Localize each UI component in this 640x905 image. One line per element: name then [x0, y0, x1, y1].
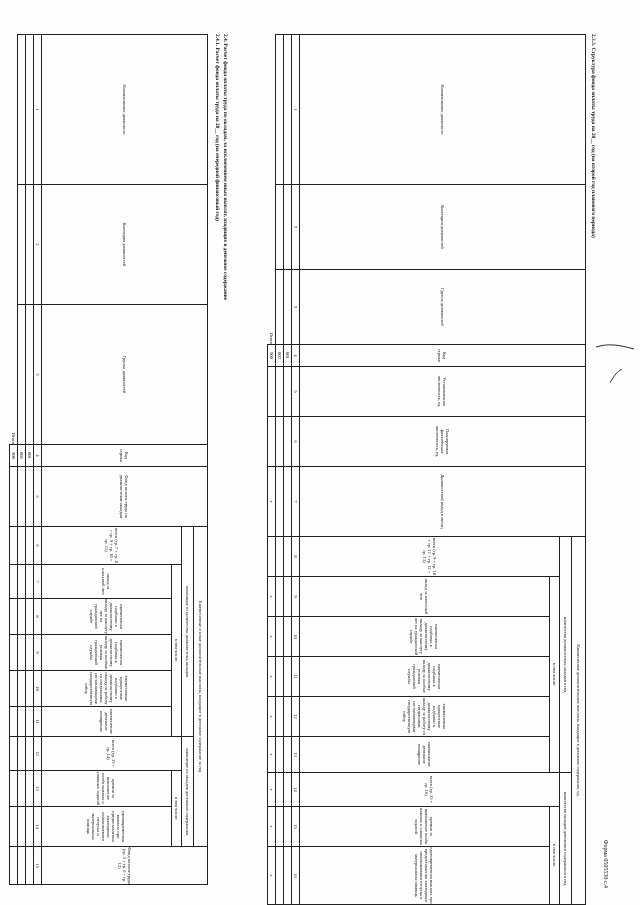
s1-num-2: 2: [292, 185, 300, 270]
pen-mark-scribble: [590, 335, 638, 395]
s1-num-12: 12: [292, 697, 300, 737]
s1-total-label: Итого: [268, 35, 276, 345]
total-row: [268, 35, 276, 905]
s2-num-10: 10: [34, 671, 42, 707]
s2-hdr-c8: ежемесячная надбавка к должностному окладу за выслугу лет на гражданской службе: [42, 599, 172, 635]
s2-num-7: 7: [34, 565, 42, 599]
s1-hdr-group-extra: Ежемесячные дополнительные выплаты, входящие в денежное содержание, ед.: [572, 537, 586, 905]
s1-hdr-category: Категория должностей: [300, 185, 586, 270]
s2-num-12: 12: [34, 737, 42, 771]
s2-hdr-total-left: всего (гр. 7 + гр. 8 + гр. 9 + гр. 10 + гр. 11): [42, 527, 182, 565]
s2-num-8: 8: [34, 599, 42, 635]
s2-hdr-in-number-left: в том числе:: [172, 565, 182, 737]
s1-hdr-position: Наименование должности: [300, 35, 586, 185]
form-reference: Форма 0505530 с.4: [602, 839, 608, 888]
s1-hdr-actual: Планируемая фактическая численность, ед.: [300, 417, 586, 467]
s1-hdr-sub-left: количество должностных окладов в год: [560, 537, 572, 773]
s2-num-15: 15: [34, 847, 42, 885]
section-1-table: [267, 34, 586, 905]
s1-code-900: 900: [268, 345, 276, 367]
s1-hdr-code: Код строки: [300, 345, 586, 367]
section-2-subtitle: 2.4.1. Расчет фонда оплаты труда на 20__ год (на очередной финансовый год): [214, 34, 220, 221]
s1-num-6: 6: [292, 417, 300, 467]
s2-hdr-sub-left: зависящие от количества должностных окладов: [182, 527, 194, 737]
s1-x-9: x: [268, 577, 276, 617]
s2-hdr-c15: Фонд оплаты труда (гр. 5 + гр. 6 + гр. 12): [42, 847, 208, 885]
table-row: [18, 35, 26, 885]
s1-code-002: 002: [276, 345, 284, 367]
s1-x-16: x: [268, 847, 276, 905]
s1-num-13: 13: [292, 737, 300, 773]
s1-num-3: 3: [292, 270, 300, 345]
s2-hdr-code: Код строки: [42, 445, 208, 467]
s1-x-13: x: [268, 737, 276, 773]
s1-hdr-c13: ежемесячное денежное поощрение: [300, 737, 550, 773]
s1-hdr-in-number-right: в том числе:: [550, 807, 560, 905]
s1-num-8: 8: [292, 537, 300, 577]
s2-num-14: 14: [34, 807, 42, 847]
table-row: [276, 35, 284, 905]
s1-num-16: 16: [292, 847, 300, 905]
s1-hdr-c12: ежемесячные процентные надбавки к должностному окладу за работу со сведениями, составляющими государственную тайну: [300, 697, 550, 737]
s2-num-13: 13: [34, 771, 42, 807]
s1-hdr-c15: премии за выполнение особо важных и сложных заданий: [300, 807, 550, 847]
s1-hdr-c10: ежемесячная надбавка к должностному окладу за выслугу лет на гражданской службе: [300, 617, 550, 657]
s1-hdr-established: Установленная численность, ед.: [300, 367, 586, 417]
table-row: [26, 35, 34, 885]
section-2-table: [9, 34, 208, 885]
s1-x-11: x: [268, 657, 276, 697]
section-1-title: 2.3.3. Структура фонда оплаты труда на 20__ год (на второй год планового периода): [590, 34, 596, 238]
s2-num-5: 5: [34, 467, 42, 527]
s1-hdr-salary: Должностной оклад в месяц: [300, 467, 586, 537]
s1-hdr-c16: единовременная выплата при предоставлении ежегодного оплачиваемого отпуска и материальная помощь: [300, 847, 550, 905]
s2-num-4: 4: [34, 445, 42, 467]
section-2-title: 2.4. Расчет фонда оплаты труда по окладам, за исключением иных выплат, входящих в денежное содержание: [222, 34, 228, 301]
s1-x-14: x: [268, 773, 276, 807]
s2-num-3: 3: [34, 305, 42, 445]
s1-num-14: 14: [292, 773, 300, 807]
s1-num-5: 5: [292, 367, 300, 417]
s2-num-2: 2: [34, 185, 42, 305]
s2-code-002: 002: [18, 445, 26, 467]
s2-hdr-sub-right: зависящие от окладов денежного содержания: [182, 737, 194, 847]
s1-num-10: 10: [292, 617, 300, 657]
s2-hdr-group-extra: Ежемесячные и иные дополнительные выплаты, входящие в денежное содержание за год: [194, 527, 208, 847]
s1-hdr-group: Группа должностей: [300, 270, 586, 345]
s1-hdr-sub-right: количество окладов денежного содержания в год: [560, 773, 572, 905]
rotated-form: [10, 30, 610, 904]
s2-hdr-c7: оклад за классный чин: [42, 565, 172, 599]
s1-num-15: 15: [292, 807, 300, 847]
s1-x-15: x: [268, 807, 276, 847]
s2-hdr-c11: ежемесячное денежное поощрение: [42, 707, 172, 737]
s2-hdr-position: Наименование должности: [42, 35, 208, 185]
s2-total-label: Итого: [10, 35, 18, 445]
s2-hdr-c13: премии за выполнение особо важных и сложных заданий: [42, 771, 172, 807]
s1-num-1: 1: [292, 35, 300, 185]
s1-x-12: x: [268, 697, 276, 737]
s2-hdr-category: Категория должностей: [42, 185, 208, 305]
s1-x-7: x: [268, 467, 276, 537]
s2-num-1: 1: [34, 35, 42, 185]
s2-num-9: 9: [34, 635, 42, 671]
s1-hdr-c11: ежемесячная надбавка к должностному окладу за особые условия гражданской службы: [300, 657, 550, 697]
s2-hdr-in-number-right: в том числе:: [172, 771, 182, 847]
s2-num-6: 6: [34, 527, 42, 565]
form-sheet: [10, 30, 610, 904]
s2-hdr-c14: единовременная выплата при предоставлении ежегодного оплачиваемого отпуска и материальная помощь: [42, 807, 172, 847]
s1-hdr-total-right: всего (гр. 15 + гр. 16): [300, 773, 560, 807]
s2-hdr-c10: ежемесячные процентные надбавки к должностному окладу за работу со сведениями, составляющими государственную тайну: [42, 671, 172, 707]
s1-num-9: 9: [292, 577, 300, 617]
s2-code-900: 900: [10, 445, 18, 467]
s2-hdr-fund: Фонд оплаты труда по должностным окладам: [42, 467, 208, 527]
s2-hdr-total-right: всего (гр. 13 + гр. 14): [42, 737, 182, 771]
s2-code-001: 001: [26, 445, 34, 467]
s1-hdr-c9: оклад за классный чин: [300, 577, 550, 617]
s1-x-10: x: [268, 617, 276, 657]
s1-num-11: 11: [292, 657, 300, 697]
s1-num-7: 7: [292, 467, 300, 537]
s1-hdr-in-number-left: в том числе:: [550, 577, 560, 773]
s1-num-4: 4: [292, 345, 300, 367]
s2-hdr-c9: ежемесячная надбавка к должностному окладу за особые условия гражданской службы: [42, 635, 172, 671]
total-row: [10, 35, 18, 885]
s1-code-001: 001: [284, 345, 292, 367]
s2-hdr-group: Группа должностей: [42, 305, 208, 445]
s2-num-11: 11: [34, 707, 42, 737]
s1-hdr-total-left: всего (гр. 9 + гр. 10 + гр. 11 + гр. 12 + гр. 13): [300, 537, 560, 577]
table-row: [284, 35, 292, 905]
